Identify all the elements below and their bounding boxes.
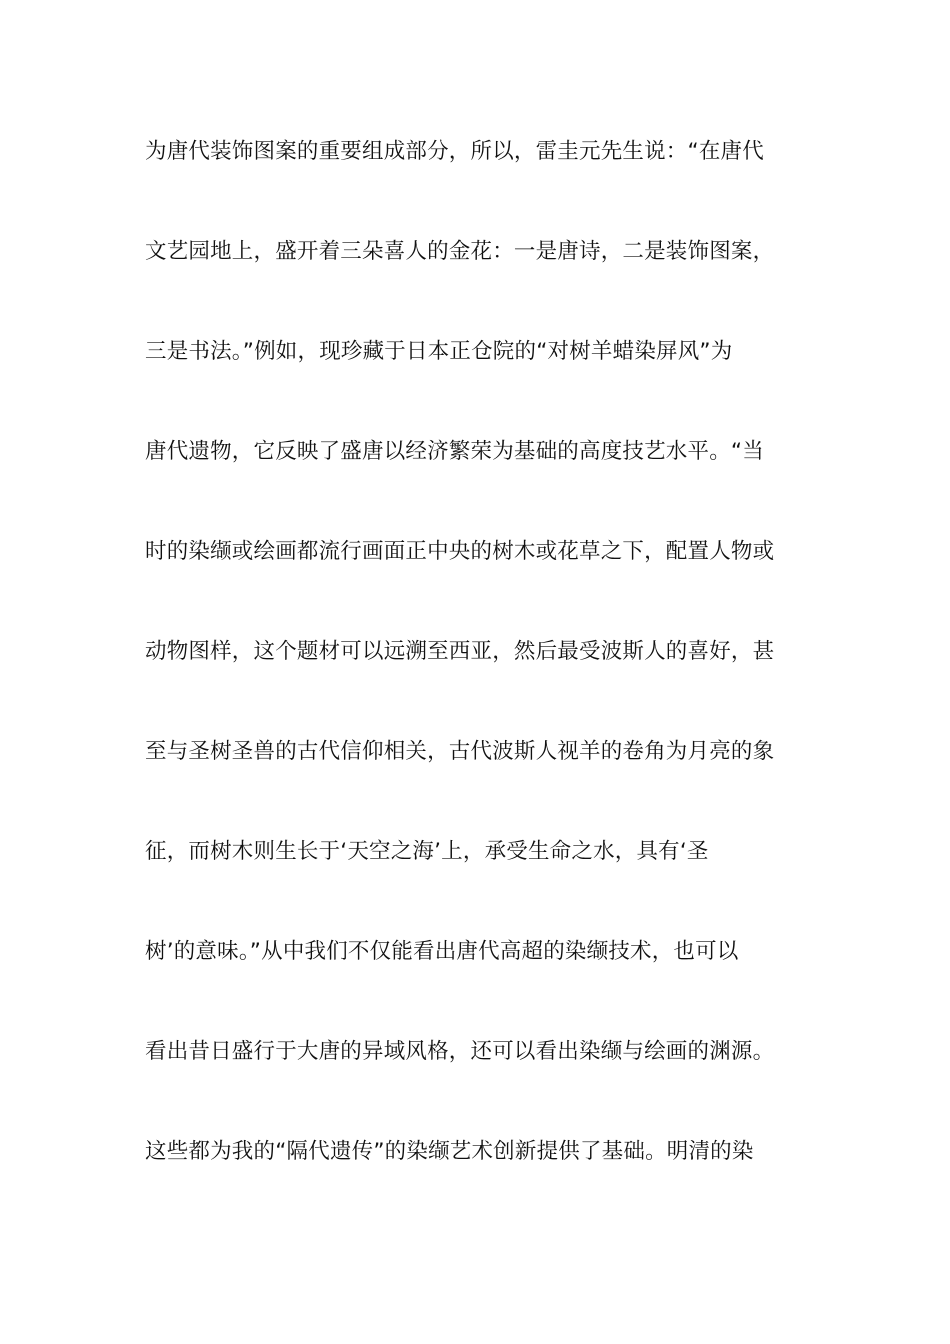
text-line-8: 征，而树木则生长于‘天空之海’上，承受生命之水，具有‘圣 (145, 839, 709, 864)
text-line-4: 唐代遗物，它反映了盛唐以经济繁荣为基础的高度技艺水平。“当 (145, 439, 764, 464)
text-line-5: 时的染缬或绘画都流行画面正中央的树木或花草之下，配置人物或 (145, 539, 775, 564)
text-line-9: 树’的意味。”从中我们不仅能看出唐代高超的染缬技术，也可以 (145, 939, 739, 964)
text-line-1: 为唐代装饰图案的重要组成部分，所以，雷圭元先生说：“在唐代 (145, 139, 764, 164)
text-line-10: 看出昔日盛行于大唐的异域风格，还可以看出染缬与绘画的渊源。 (145, 1039, 775, 1064)
text-line-6: 动物图样，这个题材可以远溯至西亚，然后最受波斯人的喜好，甚 (145, 639, 775, 664)
text-line-2: 文艺园地上，盛开着三朵喜人的金花：一是唐诗，二是装饰图案， (145, 239, 775, 264)
text-line-11: 这些都为我的“隔代遗传”的染缬艺术创新提供了基础。明清的染 (145, 1139, 754, 1164)
text-line-7: 至与圣树圣兽的古代信仰相关，古代波斯人视羊的卷角为月亮的象 (145, 739, 775, 764)
text-line-3: 三是书法。”例如，现珍藏于日本正仓院的“对树羊蜡染屏风”为 (145, 339, 733, 364)
body-text (145, 128, 810, 1228)
